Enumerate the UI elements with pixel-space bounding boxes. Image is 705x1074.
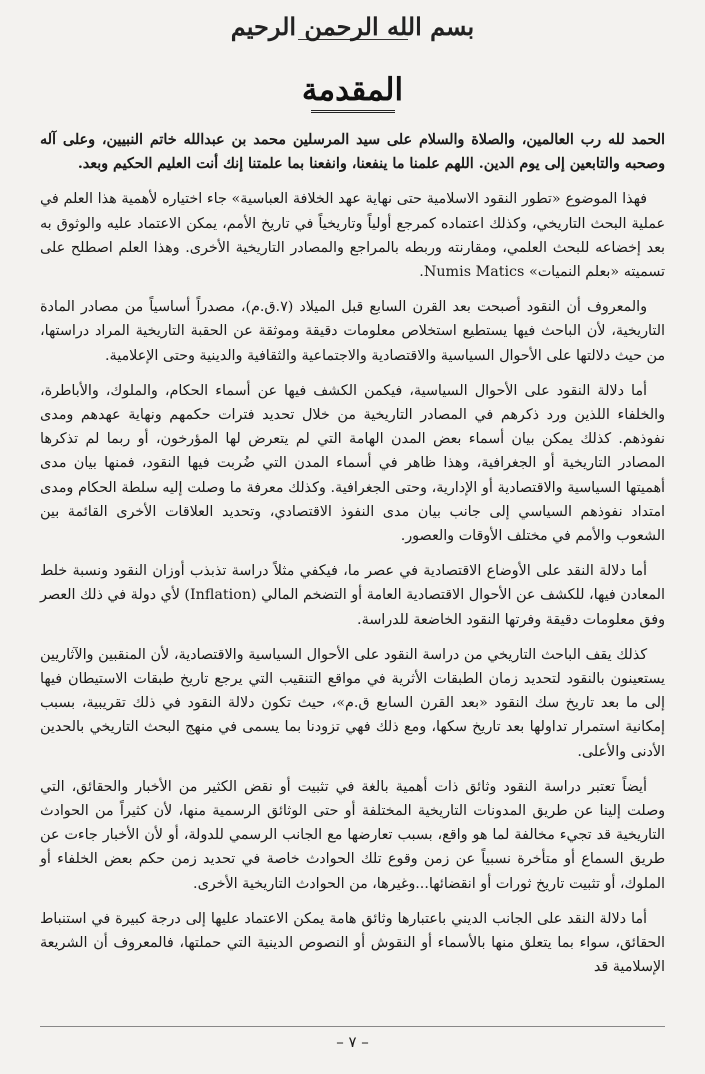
paragraph-6: كذلك يقف الباحث التاريخي من دراسة النقود على الأحوال السياسية والاقتصادية، لأن المنقبين والآثاريين يستعينون بالنقود لتحديد زمان الطبقات الأثرية في مواقع التنقيب التي يرجع تاريخ طبقات الاستيطان فيها إلى ما بعد تاريخ سك النقود «بعد القرن السابع ق.م»، حيث تكون دلالة النقود في ذلك تقريبية، بسبب إمكانية استمرار تداولها بعد تاريخ سكها، ومع ذلك فهي تزودنا بما يسمى في منهج البحث التاريخي بالحدين الأدنى والأعلى.: [40, 646, 665, 760]
paragraph-7: أيضاً تعتبر دراسة النقود وثائق ذات أهمية بالغة في تثبيت أو نقض الكثير من الأخبار والحقائق، التي وصلت إلينا عن طريق المدونات التاريخية المختلفة أو حتى الوثائق الرسمية منها، لأن كثيراً من الحوادث التاريخية قد تجيء مخالفة لما هو واقع، بسبب تعارضها مع الجانب الرسمي للدولة، أو لأن الأخبار جاءت عن طريق السماع أو متأخرة نسبياً عن زمن وقوع تلك الحوادث خاصة في تحديد زمن حكم بعض الخلفاء أو الملوك، أو تثبيت تاريخ ثورات أو انقضائها...وغيرها، من الحوادث التاريخية الأخرى.: [40, 778, 665, 892]
paragraph-3: والمعروف أن النقود أصبحت بعد القرن السابع قبل الميلاد (٧.ق.م)، مصدراً أساسياً من مصادر المادة التاريخية، لأن الباحث فيها يستطيع استخلاص معلومات دقيقة وموثقة عن الحقبة التاريخية المراد دراستها، من حيث دلالتها على الأحوال السياسية والاقتصادية والاجتماعية والثقافية والدينية وحتى الإعلامية.: [40, 299, 665, 364]
paragraph-5: أما دلالة النقد على الأوضاع الاقتصادية في عصر ما، فيكفي مثلاً دراسة تذبذب أوزان النقود ونسبة خلط المعادن فيها، للكشف عن الأحوال الاقتصادية العامة أو التضخم المالي (Inflation) لأي دولة في ذلك العصر وفق معلومات دقيقة وفرتها النقود الخاضعة للدراسة.: [40, 563, 665, 628]
paragraph-2: فهذا الموضوع «تطور النقود الاسلامية حتى نهاية عهد الخلافة العباسية» جاء اختياره لأهمية هذا العلم في عملية البحث التاريخي، وكذلك اعتماده كمرجع أولياً وتاريخياً في تاريخ الأمم، يمكن الاعتماد عليه والوثوق به بعد إخضاعه للبحث العلمي، ومقارنته وربطه بالمراجع والمصادر التاريخية الأخرى. وهذا العلم اصطلح على تسميته «بعلم النميات» Numis Matics.: [40, 191, 665, 281]
title-ornament: [311, 110, 395, 113]
footer-rule: [40, 1026, 665, 1027]
paragraph-4: أما دلالة النقود على الأحوال السياسية، فيكمن الكشف فيها عن أسماء الحكام، والملوك، والأباطرة، والخلفاء اللذين ورد ذكرهم في المصادر التاريخية من خلال تحديد فترات حكمهم ونهاية عهدهم ومدى نفوذهم. كذلك يمكن بيان أسماء بعض المدن الهامة التي لم يتعرض لها المؤرخون، أو ربما لم تذكرها المصادر التاريخية أو الجغرافية، وهذا ظاهر في أسماء المدن التي ضُربت فيها النقود، فمنها بيان مدى أهميتها السياسية والاقتصادية أو الإدارية، وحتى الجغرافية. وكذلك معرفة ما وصلت إليه سلطة الحكام ومدى امتداد نفوذهم السياسي إلى جانب بيان مدى النفوذ الاقتصادي، وتحديد العلاقات الأخرى القائمة بين الشعوب والأمم في مختلف الأوقات والعصور.: [40, 382, 665, 545]
page-number: – ٧ –: [336, 1033, 369, 1051]
basmala-calligraphy: [0, 12, 705, 40]
page-title: [0, 72, 705, 113]
paragraph-8: أما دلالة النقد على الجانب الديني باعتبارها وثائق هامة يمكن الاعتماد عليها إلى درجة كبيرة في استنباط الحقائق، سواء بما يتعلق منها بالأسماء أو النقوش أو النصوص الدينية التي حملتها، فالمعروف أن الشريعة الإسلامية قد: [40, 910, 665, 976]
page-footer: [0, 1026, 705, 1051]
paragraph-1: الحمد لله رب العالمين، والصلاة والسلام على سيد المرسلين محمد بن عبدالله خاتم النبيين، وعلى آله وصحبه والتابعين إلى يوم الدين. اللهم علمنا ما ينفعنا، وانفعنا بما علمتنا إنك أنت العليم الحكيم وبعد.: [40, 132, 665, 173]
basmala-text: بسم الله الرحمن الرحيم: [230, 12, 475, 41]
body-text: [40, 128, 665, 988]
title-text: المقدمة: [301, 72, 404, 108]
